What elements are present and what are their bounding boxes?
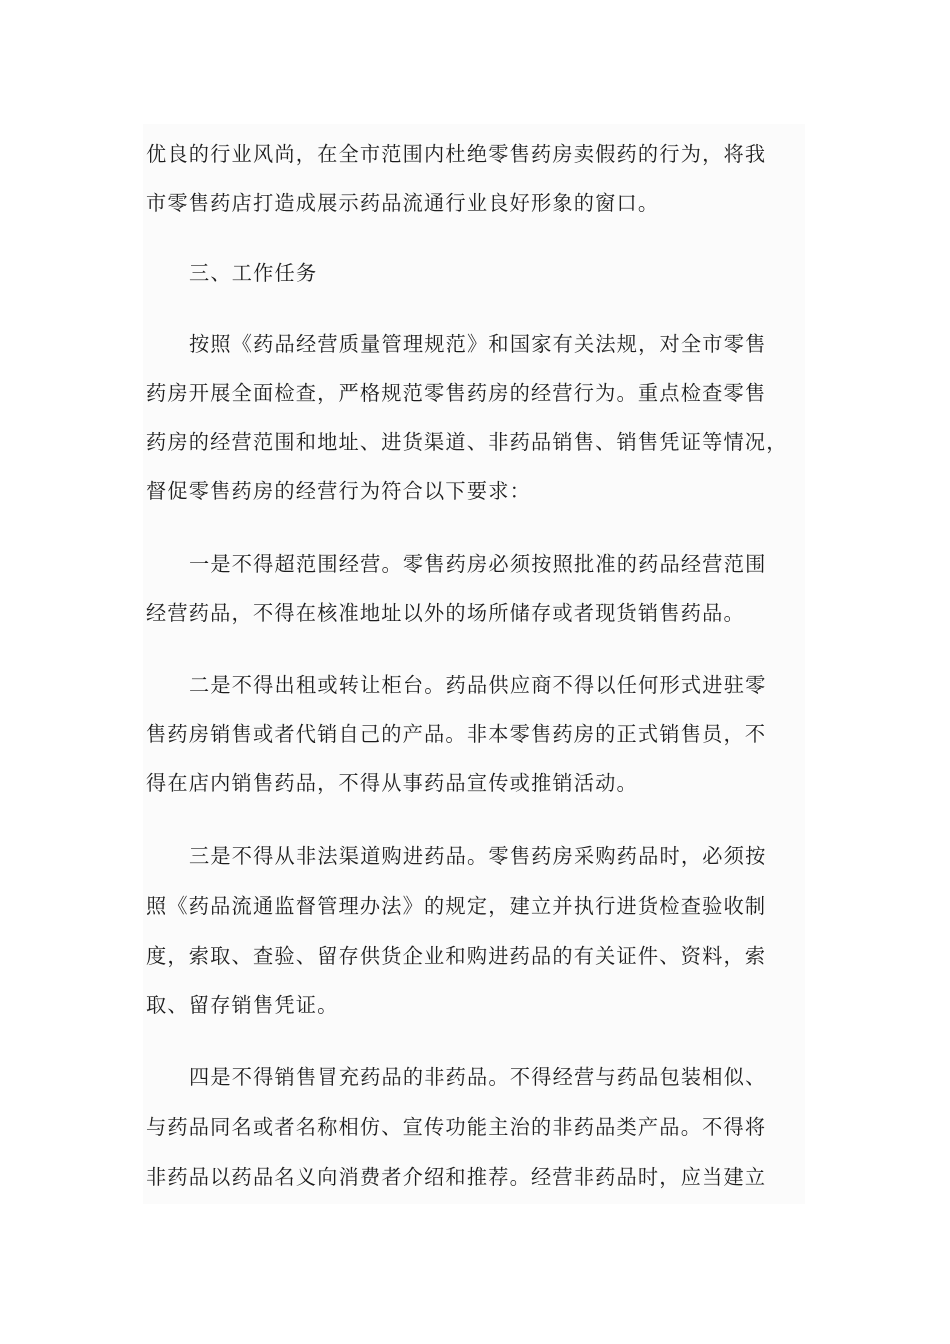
section-heading: 三、工作任务 (189, 261, 318, 285)
text-line: 取、留存销售凭证。 (146, 993, 339, 1017)
text-line: 得在店内销售药品，不得从事药品宣传或推销活动。 (146, 771, 638, 795)
text-line: 药房开展全面检查，严格规范零售药房的经营行为。重点检查零售 (146, 381, 767, 405)
text-line: 四是不得销售冒充药品的非药品。不得经营与药品包装相似、 (189, 1065, 767, 1089)
text-line: 度，索取、查验、留存供货企业和购进药品的有关证件、资料，索 (146, 944, 767, 968)
text-line: 市零售药店打造成展示药品流通行业良好形象的窗口。 (146, 191, 660, 215)
text-line: 优良的行业风尚，在全市范围内杜绝零售药房卖假药的行为，将我 (146, 142, 767, 166)
text-line: 三是不得从非法渠道购进药品。零售药房采购药品时，必须按 (189, 844, 767, 868)
text-line: 与药品同名或者名称相仿、宣传功能主治的非药品类产品。不得将 (146, 1115, 767, 1139)
text-line: 照《药品流通监督管理办法》的规定，建立并执行进货检查验收制 (146, 894, 767, 918)
text-line: 二是不得出租或转让柜台。药品供应商不得以任何形式进驻零 (189, 673, 767, 697)
document-body (143, 124, 805, 1204)
text-line: 一是不得超范围经营。零售药房必须按照批准的药品经营范围 (189, 552, 767, 576)
text-line: 售药房销售或者代销自己的产品。非本零售药房的正式销售员，不 (146, 722, 767, 746)
text-line: 药房的经营范围和地址、进货渠道、非药品销售、销售凭证等情况， (146, 430, 788, 454)
text-line: 督促零售药房的经营行为符合以下要求： (146, 479, 531, 503)
text-line: 按照《药品经营质量管理规范》和国家有关法规，对全市零售 (189, 332, 767, 356)
text-line: 非药品以药品名义向消费者介绍和推荐。经营非药品时，应当建立 (146, 1165, 767, 1189)
text-line: 经营药品，不得在核准地址以外的场所储存或者现货销售药品。 (146, 601, 745, 625)
